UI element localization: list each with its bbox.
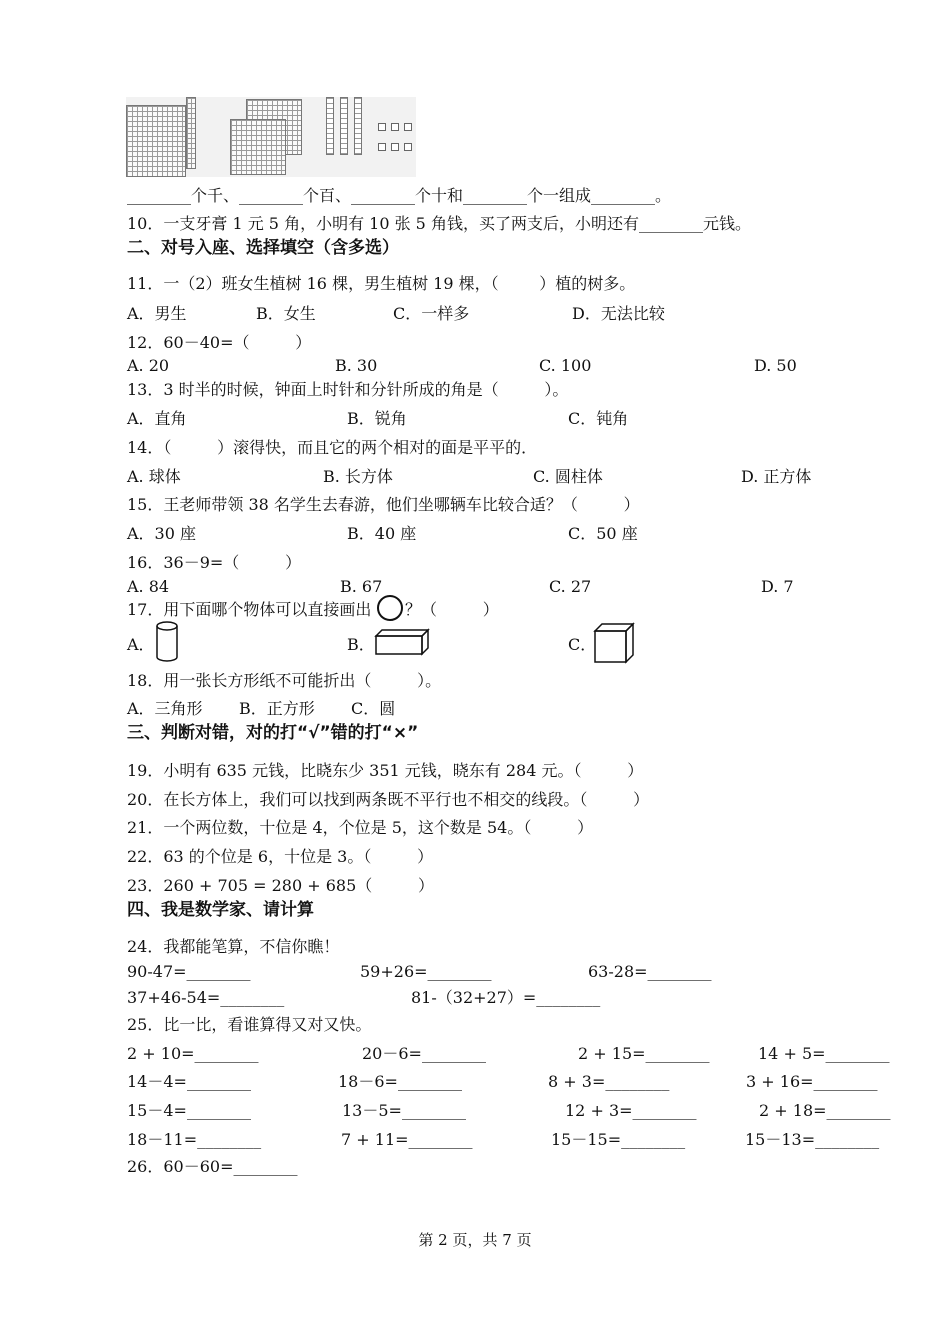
answer-option: A．三角形: [127, 699, 203, 718]
calculation-item: 15－13=________: [745, 1130, 880, 1149]
answer-option: D. 正方体: [741, 467, 812, 486]
answer-option: C. 圆柱体: [533, 467, 603, 486]
answer-option: C．圆: [351, 699, 396, 718]
cuboid-icon: [374, 628, 430, 656]
q17-option-b: B．: [347, 635, 375, 654]
answer-option: A. 球体: [127, 467, 181, 486]
question-text: 19．小明有 635 元钱，比晓东少 351 元钱，晓东有 284 元。（ ）: [127, 761, 644, 780]
calculation-item: 15－4=________: [127, 1101, 251, 1120]
answer-option: C．一样多: [393, 304, 470, 323]
question-text: 11．一（2）班女生植树 16 棵，男生植树 19 棵，（ ）植的树多。: [127, 274, 636, 293]
calculation-item: 2 + 18=________: [759, 1101, 891, 1120]
answer-option: B. 长方体: [323, 467, 393, 486]
section-heading: 三、判断对错，对的打“√”错的打“×”: [127, 723, 419, 743]
q17-option-a: A．: [127, 635, 155, 654]
question-text: 14．（ ）滚得快，而且它的两个相对的面是平平的．: [127, 438, 538, 457]
question-text: ________个千、________个百、________个十和________个一组成________。: [127, 186, 672, 205]
question-text: 13．3 时半的时候，钟面上时针和分针所成的角是（ ）。: [127, 380, 569, 399]
thousand-cube-side: [186, 97, 196, 169]
answer-option: A．直角: [127, 409, 187, 428]
circle-icon: [376, 594, 404, 622]
answer-option: C. 100: [539, 356, 592, 375]
answer-option: B. 30: [335, 356, 378, 375]
q17-option-c: C．: [568, 635, 597, 654]
answer-option: B. 67: [340, 577, 383, 596]
cube-icon: [593, 622, 635, 664]
calculation-item: 59+26=________: [360, 962, 492, 981]
cylinder-icon: [154, 620, 180, 664]
calculation-item: 14 + 5=________: [758, 1044, 890, 1063]
answer-option: C. 27: [549, 577, 592, 596]
question-text: 21．一个两位数，十位是 4，个位是 5，这个数是 54。（ ）: [127, 818, 594, 837]
answer-option: B．锐角: [347, 409, 407, 428]
calculation-item: 18－6=________: [338, 1072, 462, 1091]
answer-option: C．钝角: [568, 409, 629, 428]
question-text: 16．36－9=（ ）: [127, 553, 302, 572]
calculation-item: 8 + 3=________: [548, 1072, 670, 1091]
answer-option: B．正方形: [239, 699, 315, 718]
answer-option: D. 7: [761, 577, 794, 596]
calculation-item: 12 + 3=________: [565, 1101, 697, 1120]
calculation-item: 13－5=________: [342, 1101, 466, 1120]
ten-rod: [326, 97, 334, 155]
place-value-blocks-image: [126, 97, 416, 177]
question-text: 25．比一比，看谁算得又对又快。: [127, 1015, 372, 1034]
answer-option: A．男生: [127, 304, 187, 323]
calculation-item: 81-（32+27）=________: [411, 988, 601, 1007]
question-text: 15．王老师带领 38 名学生去春游，他们坐哪辆车比较合适？（ ）: [127, 495, 640, 514]
calculation-item: 7 + 11=________: [341, 1130, 473, 1149]
unit-cube: [404, 123, 412, 131]
question-text: 10．一支牙膏 1 元 5 角，小明有 10 张 5 角钱，买了两支后，小明还有________元钱。: [127, 214, 751, 233]
section-heading: 四、我是数学家、请计算: [127, 900, 314, 920]
question-text: 23．260 + 705 = 280 + 685（ ）: [127, 876, 435, 895]
hundred-flat: [230, 119, 286, 175]
calculation-item: 90-47=________: [127, 962, 251, 981]
question-text: 18．用一张长方形纸不可能折出（ ）。: [127, 671, 442, 690]
question-text: 20．在长方体上，我们可以找到两条既不平行也不相交的线段。（ ）: [127, 790, 650, 809]
ten-rod: [354, 97, 362, 155]
calculation-item: 37+46-54=________: [127, 988, 285, 1007]
calculation-item: 18－11=________: [127, 1130, 262, 1149]
calculation-item: 3 + 16=________: [746, 1072, 878, 1091]
question-text: 12．60－40=（ ）: [127, 333, 312, 352]
answer-option: A. 84: [127, 577, 170, 596]
answer-option: A. 20: [127, 356, 170, 375]
calculation-item: 14－4=________: [127, 1072, 251, 1091]
unit-cube: [391, 143, 399, 151]
calculation-item: 15－15=________: [551, 1130, 686, 1149]
answer-option: B．女生: [256, 304, 316, 323]
q17-prefix: 17．用下面哪个物体可以直接画出: [127, 600, 372, 619]
answer-option: A．30 座: [127, 524, 197, 543]
unit-cube: [391, 123, 399, 131]
question-text: 26．60－60=________: [127, 1157, 298, 1176]
answer-option: D．无法比较: [572, 304, 665, 323]
calculation-item: 2 + 15=________: [578, 1044, 710, 1063]
unit-cube: [378, 123, 386, 131]
answer-option: D. 50: [754, 356, 797, 375]
answer-option: C．50 座: [568, 524, 638, 543]
thousand-cube: [126, 105, 186, 177]
q17-suffix: ？（ ）: [405, 600, 499, 619]
answer-option: B．40 座: [347, 524, 417, 543]
calculation-item: 2 + 10=________: [127, 1044, 259, 1063]
page-footer: 第 2 页，共 7 页: [418, 1231, 532, 1249]
calculation-item: 20－6=________: [362, 1044, 486, 1063]
calculation-item: 63-28=________: [588, 962, 712, 981]
question-text: 24．我都能笔算，不信你瞧！: [127, 937, 340, 956]
unit-cube: [378, 143, 386, 151]
unit-cube: [404, 143, 412, 151]
ten-rod: [340, 97, 348, 155]
section-heading: 二、对号入座、选择填空（含多选）: [127, 238, 399, 258]
question-text: 22．63 的个位是 6，十位是 3。（ ）: [127, 847, 434, 866]
